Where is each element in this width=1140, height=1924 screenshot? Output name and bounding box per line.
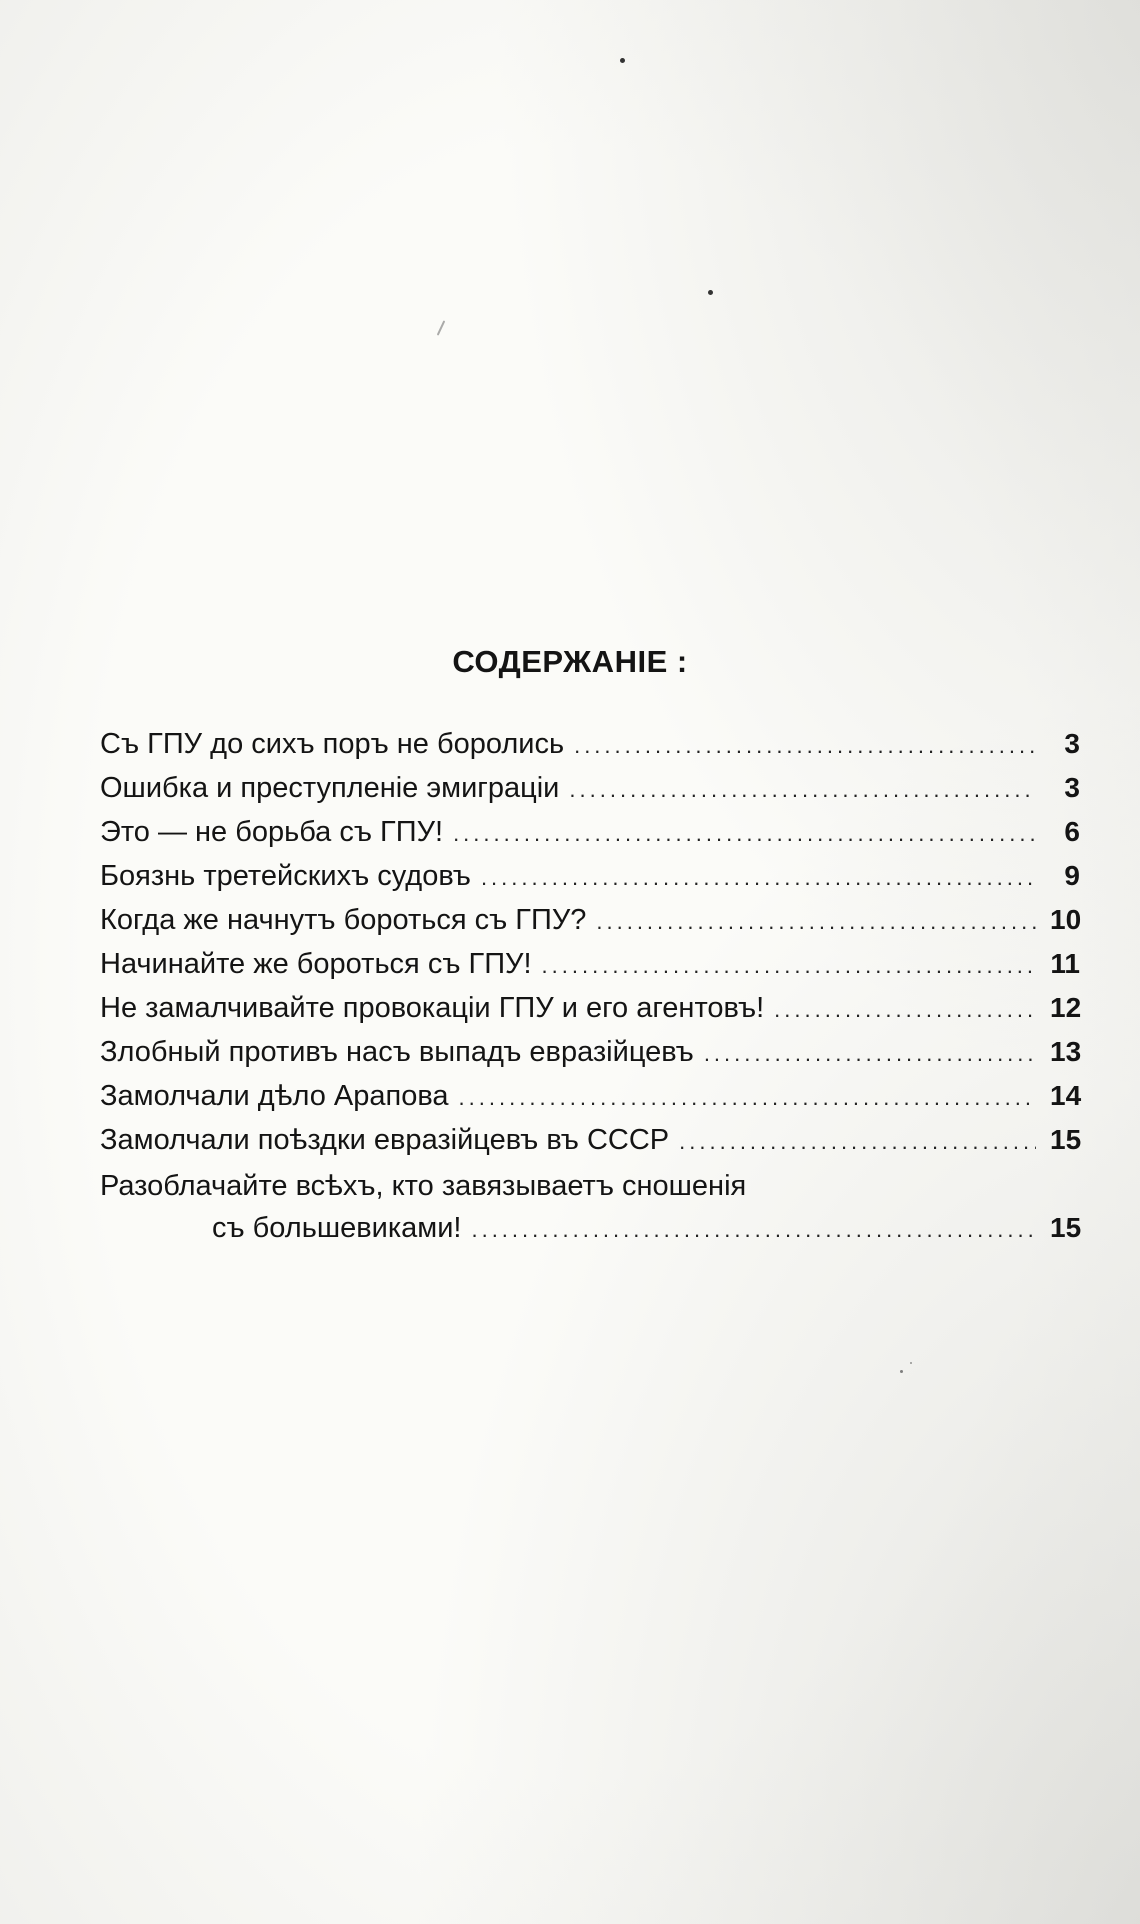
- toc-page-number: 11: [1050, 948, 1080, 979]
- toc-entry-title: Замолчали поѣздки евразійцевъ въ СССР: [100, 1124, 670, 1156]
- toc-entry: [100, 810, 1080, 854]
- toc-leader-dots: [569, 768, 1036, 812]
- toc-leader-dots: [471, 1208, 1036, 1252]
- toc-page-number: 6: [1064, 816, 1080, 847]
- toc-entry-title: Это — не борьба съ ГПУ!: [100, 816, 444, 848]
- toc-page-number: 15: [1050, 1212, 1082, 1243]
- toc-entry-title-line1: Разоблачайте всѣхъ, кто завязываетъ сношенія: [100, 1170, 747, 1202]
- toc-page-number: 3: [1064, 728, 1080, 759]
- toc-page-number: 14: [1050, 1080, 1082, 1111]
- toc-leader-dots: [679, 1120, 1036, 1164]
- toc-entry: [100, 722, 1080, 766]
- page-title: СОДЕРЖАНІЕ :: [452, 644, 688, 679]
- toc-entry: [100, 1074, 1080, 1118]
- toc-entry: [100, 986, 1080, 1030]
- scan-speck: [708, 290, 713, 295]
- scan-speck: [910, 1362, 912, 1364]
- toc-entry: [100, 1118, 1080, 1162]
- toc-page-number: 15: [1050, 1124, 1082, 1155]
- toc-entry-title: Не замалчивайте провокаціи ГПУ и его агентовъ!: [100, 992, 765, 1024]
- toc-entry: [100, 854, 1080, 898]
- toc-page-number: 9: [1064, 860, 1080, 891]
- toc-leader-dots: [574, 724, 1036, 768]
- toc-page-number: 12: [1050, 992, 1082, 1023]
- scan-speck: [900, 1370, 903, 1373]
- toc-leader-dots: [596, 900, 1036, 944]
- toc-entry: [100, 898, 1080, 942]
- toc-entry: [100, 942, 1080, 986]
- toc-leader-dots: [481, 856, 1036, 900]
- toc-entry-title: Съ ГПУ до сихъ поръ не боролись: [100, 728, 565, 760]
- toc-entry-title-line2: съ большевиками!: [212, 1212, 462, 1244]
- table-of-contents: [100, 722, 1080, 1250]
- toc-entry-title: Замолчали дѣло Арапова: [100, 1080, 449, 1112]
- toc-entry: [100, 1030, 1080, 1074]
- toc-entry-title: Когда же начнутъ бороться съ ГПУ?: [100, 904, 587, 936]
- toc-entry-multiline: [100, 1166, 1080, 1250]
- toc-entry-continuation: [100, 1206, 1080, 1250]
- toc-leader-dots: [453, 812, 1036, 856]
- toc-leader-dots: [774, 988, 1036, 1032]
- toc-entry-title: Злобный противъ насъ выпадъ евразійцевъ: [100, 1036, 694, 1068]
- toc-entry-title: Начинайте же бороться съ ГПУ!: [100, 948, 532, 980]
- toc-page-number: 13: [1050, 1036, 1082, 1067]
- scan-speck: [620, 58, 625, 63]
- toc-entry-title: Ошибка и преступленіе эмиграціи: [100, 772, 560, 804]
- scan-speck: [437, 320, 446, 335]
- toc-page-number: 10: [1050, 904, 1082, 935]
- toc-entry-title: Боязнь третейскихъ судовъ: [100, 860, 471, 892]
- toc-leader-dots: [542, 944, 1036, 988]
- toc-leader-dots: [459, 1076, 1036, 1120]
- toc-page-number: 3: [1064, 772, 1080, 803]
- toc-entry: [100, 766, 1080, 810]
- toc-leader-dots: [704, 1032, 1036, 1076]
